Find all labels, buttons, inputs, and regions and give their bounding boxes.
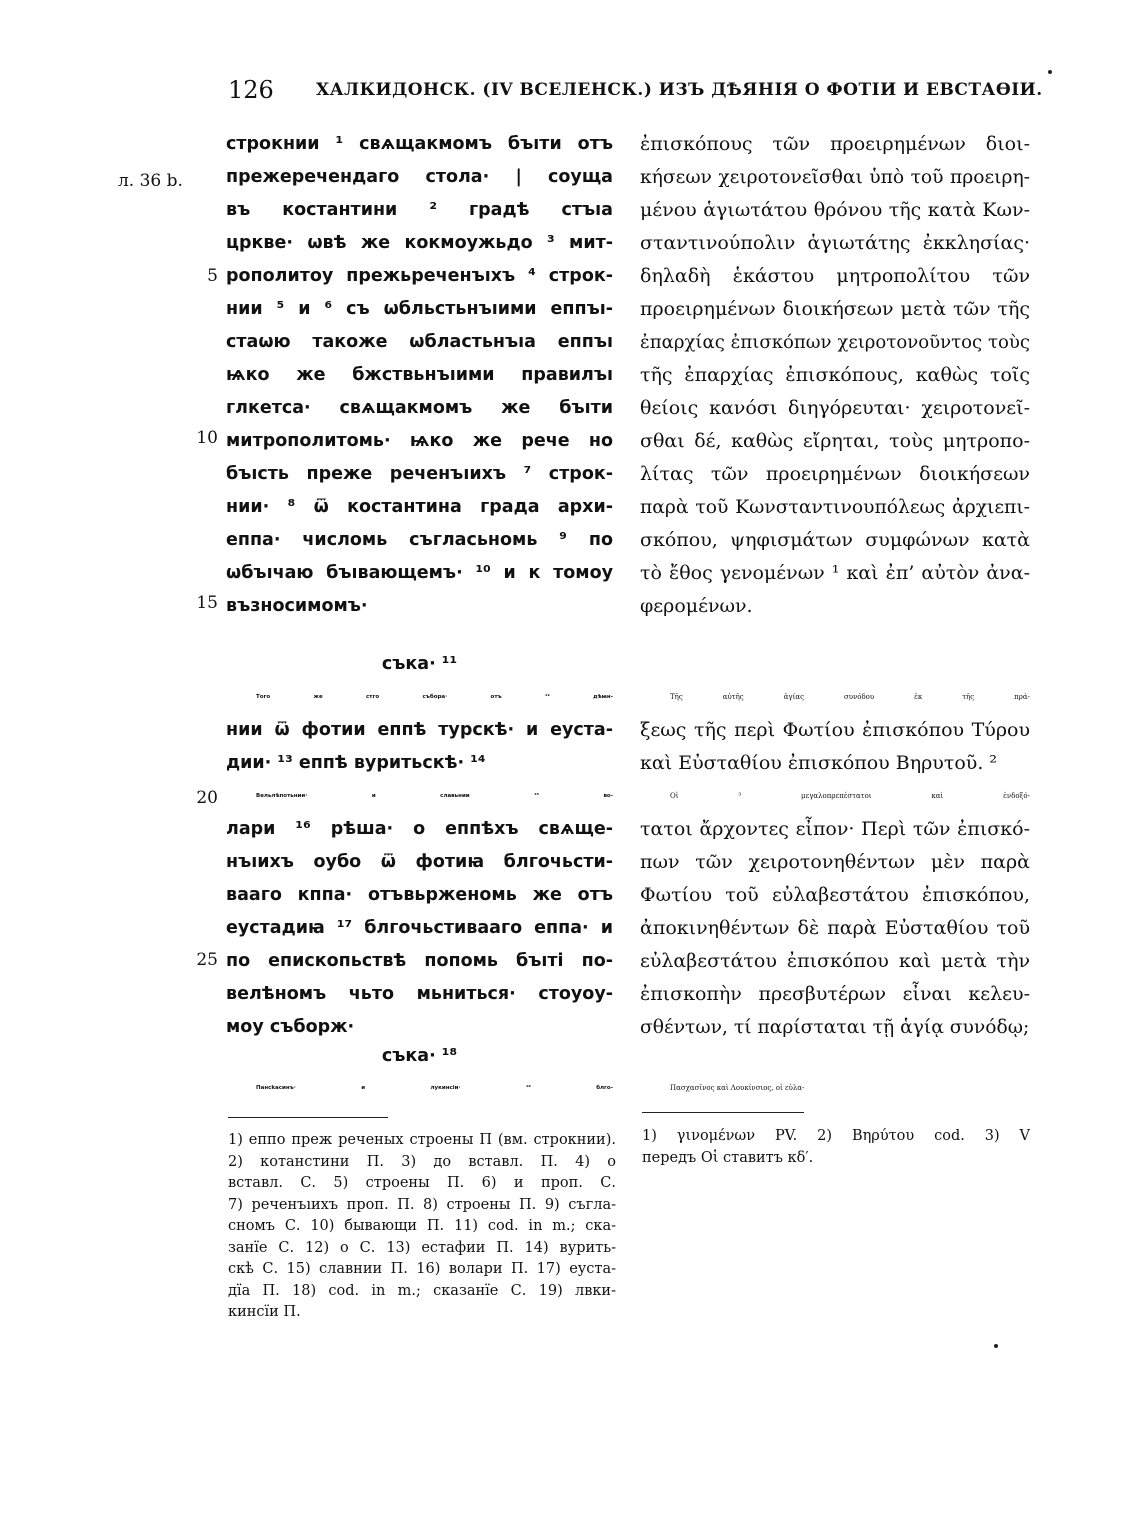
text-line: дии· ¹³ еппѣ вуритьскѣ· ¹⁴ [226, 753, 486, 773]
text-line: κήσεων χειροτονεῖσθαι ὑπὸ τοῦ προειρη- [640, 167, 1030, 188]
footnote-line: 1) γινομένων PV. 2) Βηρύτου cod. 3) V [642, 1128, 1030, 1144]
text-line: моу съборж· [226, 1017, 355, 1037]
ink-speck [1048, 70, 1052, 74]
footnote-separator-left [228, 1117, 388, 1118]
text-line: σθαι δέ, καθὼς εἴρηται, τοὺς μητροπο- [640, 430, 1030, 452]
footnote-line: кинсїи П. [228, 1304, 301, 1320]
footnote-line: дїа П. 18) cod. in m.; сказанїе С. 19) лвки- [228, 1282, 616, 1299]
line-number: 25 [196, 950, 218, 970]
footnote-line: 2) котанстини П. 3) до вставл. П. 4) о [228, 1153, 616, 1170]
footnote-line: вставл. С. 5) строены П. 6) и проп. С. [228, 1175, 616, 1191]
greek-block-1 [640, 128, 1030, 623]
text-line: ἀποκινηθέντων δὲ παρὰ Εὐσταθίου τοῦ [640, 917, 1030, 939]
text-line: Φωτίου τοῦ εὐλαβεστάτου ἐπισκόπου, [640, 884, 1030, 906]
footnote-line: сномъ С. 10) бывающи П. 11) cod. in m.; ска- [228, 1218, 616, 1234]
text-line: митрополитомь· ѩко же рече но [226, 431, 613, 451]
text-line: μένου ἁγιωτάτου θρόνου τῆς κατὰ Κων- [640, 199, 1030, 221]
text-line: Пансkасинъ· и лукинсіи· ¹⁹ блго- [256, 1085, 613, 1091]
text-line: нии ѿ фотии еппѣ турскѣ· и еустa- [226, 720, 613, 740]
text-line: σθέντων, τί παρίσταται τῇ ἁγίᾳ συνόδῳ; [640, 1017, 1030, 1038]
footnote-line: 1) еппо преж реченых строены П (вм. строкнии). [228, 1132, 616, 1148]
margin-reference: л. 36 b. [118, 171, 183, 191]
footnote-line: передъ Οἱ ставитъ κδ′. [642, 1149, 814, 1166]
text-line: стаѡю такожe ѡбластьнъıа еппъı [226, 332, 613, 352]
text-line: лари ¹⁶ рѣша· о еппѣхъ свѧще- [226, 819, 613, 839]
text-line: строкнии ¹ свѧщакмомъ бъıти отъ [226, 134, 613, 154]
slavonic-heading-2 [226, 1040, 613, 1073]
line-number: 15 [196, 593, 218, 613]
ink-speck [994, 1344, 998, 1348]
text-line: нии· ⁸ ѿ костантина града архи- [226, 497, 613, 517]
text-line: λίτας τῶν προειρημένων διοικήσεων [640, 463, 1030, 485]
text-line: Вельлѣпотьнии· и славьнии ¹⁵ во- [256, 793, 613, 799]
text-line: по епископьствѣ попомь бъıті по- [226, 951, 613, 971]
text-line: въ костантини ² градѣ стъıа [226, 200, 613, 220]
text-line: εὐλαβεστάτου ἐπισκόπου καὶ μετὰ τὴν [640, 950, 1030, 972]
text-line: σταντινούπολιν ἁγιωτάτης ἐκκλησίας· [640, 232, 1030, 254]
text-line: еппа· числомь съгласьномь ⁹ по [226, 530, 613, 550]
text-line: ἐπαρχίας ἐπισκόπων χειροτονοῦντος τοὺς [640, 332, 1030, 353]
page-number: 126 [228, 76, 274, 104]
text-line: παρὰ τοῦ Κωνσταντινουπόλεως ἀρχιεπι- [640, 497, 1030, 518]
text-line: бъıсть преже реченъıихъ ⁷ строк- [226, 464, 613, 484]
section-heading: съка· ¹⁸ [381, 1046, 458, 1066]
footnote-line: скѣ С. 15) славнии П. 16) волари П. 17) еуста- [228, 1261, 616, 1277]
text-line: ваaго кппа· отъвьрженомь же отъ [226, 885, 613, 905]
text-line: прежеречендаго стола· | соуща [226, 167, 613, 187]
slavonic-block-1 [226, 128, 613, 623]
slavonic-block-2 [226, 681, 613, 1044]
text-line: Πασχασῖνος καὶ Λουκίνσιος, οἱ εὐλα- [670, 1084, 805, 1092]
slavonic-block-3 [226, 1072, 613, 1105]
text-line: τατοι ἄρχοντες εἶπον· Περὶ τῶν ἐπισκό- [640, 818, 1030, 840]
text-line: ѡбъıчаю бъıвающемъ· ¹⁰ и к томоу [226, 563, 613, 583]
footnotes-left [228, 1130, 616, 1324]
greek-block-2 [640, 681, 1030, 1044]
text-line: δηλαδὴ ἑκάστου μητροπολίτου τῶν [640, 265, 1030, 287]
text-line: τὸ ἔθος γενομένων ¹ καὶ ἐπ’ αὐτὸν ἀνα- [640, 562, 1030, 584]
running-head: ХАЛКИДОНСК. (IV ВСЕЛЕНСК.) ИЗЪ ДѢЯНІЯ О ФОТІИ И ЕВСТАѲІИ. [316, 80, 1043, 100]
text-line: еустадиꙗ ¹⁷ блгочьстиваaго еппа· и [226, 918, 613, 938]
text-line: ἐπισκοπὴν πρεσβυτέρων εἶναι κελευ- [640, 983, 1030, 1005]
text-line: възносимомъ· [226, 596, 368, 616]
footnotes-right [642, 1126, 1030, 1169]
line-number: 10 [196, 428, 218, 448]
text-line: θείοις κανόσι διηγόρευται· χειροτονεῖ- [640, 397, 1030, 419]
text-line: σκόπου, ψηφισμάτων συμφώνων κατὰ [640, 529, 1030, 551]
text-line: нии ⁵ и ⁶ съ ѡбльстьнъıими еппъı- [226, 299, 613, 319]
text-line: велѣномъ чьто мьниться· стоуоу- [226, 984, 613, 1004]
greek-block-3 [640, 1072, 1030, 1105]
text-line: Того же стго събора· отъ ¹² дѣꙗн- [256, 694, 613, 700]
text-line: φερομένων. [640, 595, 753, 617]
text-line: нъıихъ оубо ѿ фотиꙗ блгочьсти- [226, 852, 613, 872]
slavonic-heading-1 [226, 648, 613, 681]
section-heading: съка· ¹¹ [381, 654, 458, 674]
line-number: 20 [196, 788, 218, 808]
text-line: ξεως τῆς περὶ Φωτίου ἐπισκόπου Τύρου [640, 719, 1030, 741]
text-line: црквe· ѡвѣ же кокмоужьдо ³ мит- [226, 233, 613, 253]
text-line: Τῆς αὐτῆς ἁγίας συνόδου ἐκ τῆς πρά- [670, 693, 1030, 701]
text-line: τῆς ἐπαρχίας ἐπισκόπους, καθὼς τοῖς [640, 364, 1030, 386]
text-line: Οἱ ³ μεγαλοπρεπέστατοι καὶ ἐνδοξό- [670, 792, 1030, 800]
footnote-line: занїе С. 12) о С. 13) естафии П. 14) вурить- [228, 1239, 616, 1256]
text-line: προειρημένων διοικήσεων μετὰ τῶν τῆς [640, 298, 1030, 320]
line-number: 5 [207, 266, 218, 286]
text-line: ѩко жe бжcтвьнъıими правилъı [226, 365, 613, 385]
text-line: глкетса· свѧщакмомъ жe бъıти [226, 398, 613, 418]
text-line: καὶ Εὐσταθίου ἐπισκόπου Βηρυτοῦ. ² [640, 752, 998, 774]
footnote-line: 7) реченъıихъ проп. П. 8) строены П. 9) съгла- [228, 1196, 616, 1213]
text-line: πων τῶν χειροτονηθέντων μὲν παρὰ [640, 851, 1030, 873]
footnote-separator-right [642, 1112, 804, 1113]
text-line: рополитоу прежьреченъıхъ ⁴ строк- [226, 266, 613, 286]
text-line: ἐπισκόπους τῶν προειρημένων διοι- [640, 133, 1030, 155]
